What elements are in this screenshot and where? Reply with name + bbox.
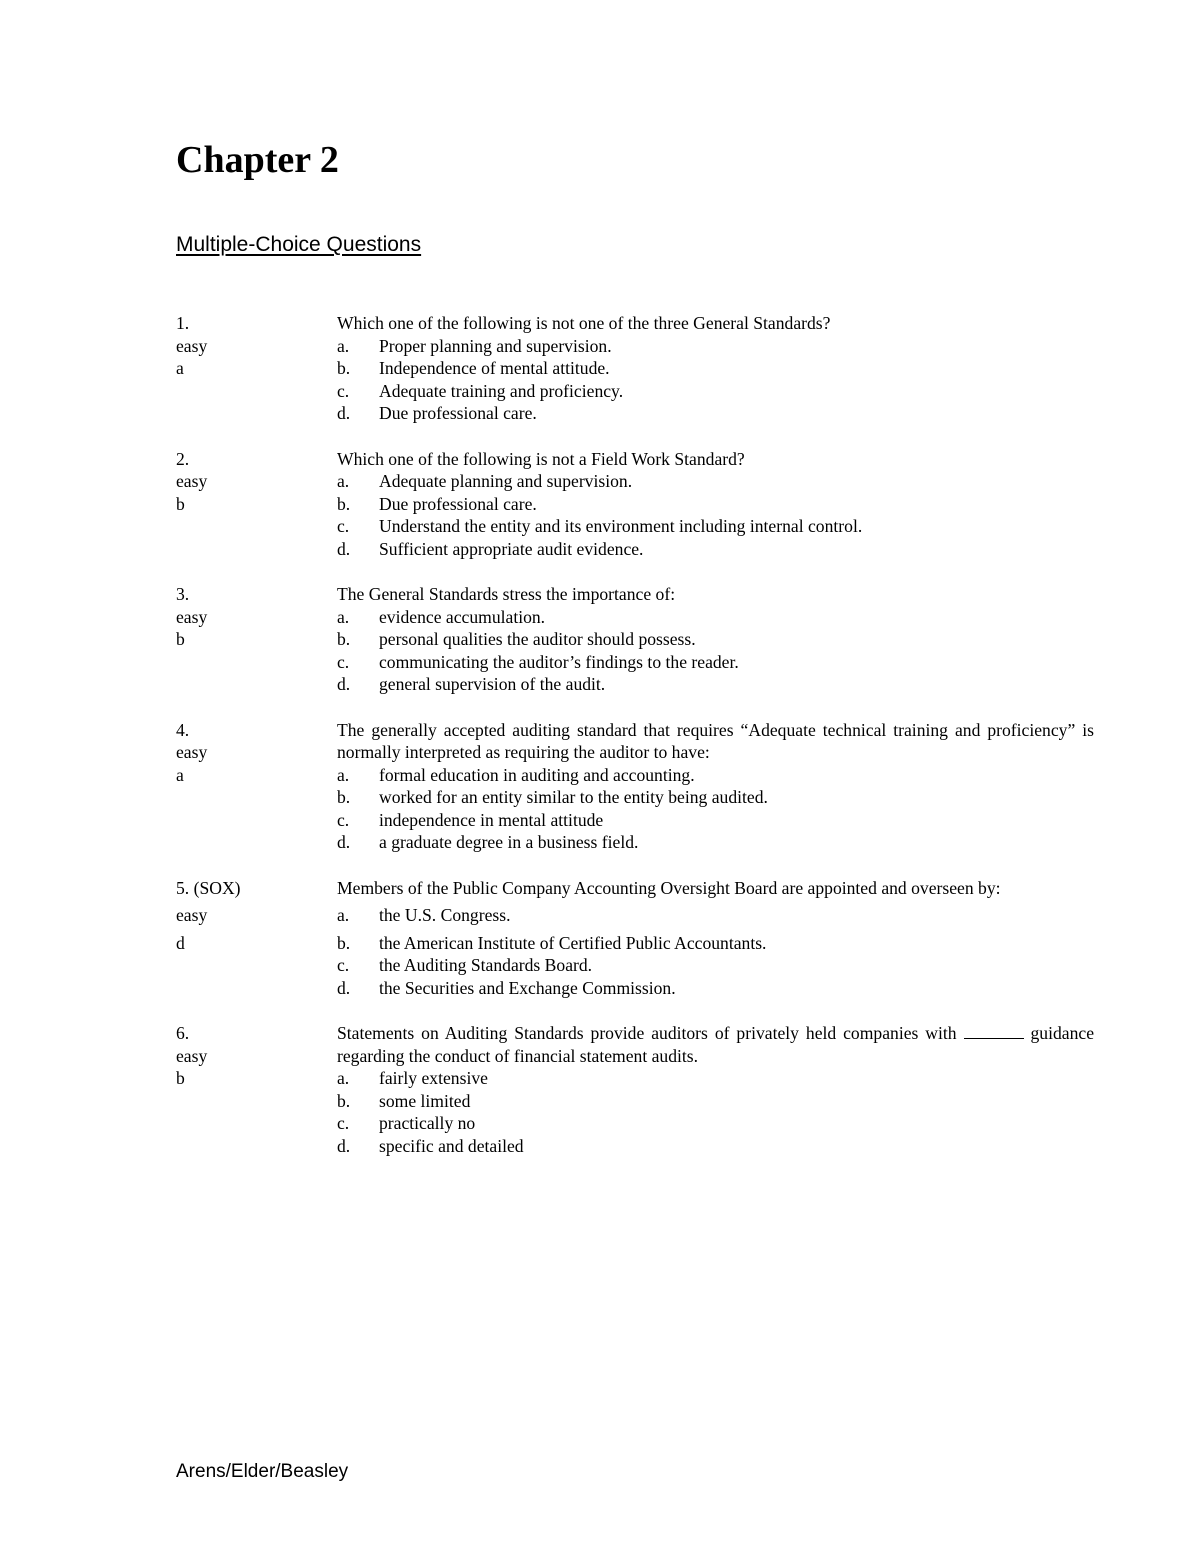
choice-text: Adequate training and proficiency. <box>379 380 624 401</box>
choice-letter: b. <box>337 629 351 649</box>
question-1 <box>176 312 1094 425</box>
question-difficulty: easy <box>176 606 208 627</box>
choice-text: Proper planning and supervision. <box>379 335 612 356</box>
choice-c <box>337 809 1094 832</box>
choice-letter: b. <box>337 932 351 953</box>
choice-letter: b. <box>337 358 351 378</box>
choice-text: worked for an entity similar to the entity being audited. <box>379 787 768 807</box>
question-meta <box>176 1022 326 1090</box>
question-stem: Which one of the following is not one of the three General Standards? <box>337 313 831 333</box>
question-meta <box>176 583 326 651</box>
question-stem <box>337 1022 1094 1067</box>
question-answer: b <box>176 1068 185 1088</box>
question-6 <box>176 1022 1094 1157</box>
choice-text: Independence of mental attitude. <box>379 358 610 378</box>
choice-letter: b. <box>337 493 351 514</box>
question-number: 5. (SOX) <box>176 877 241 898</box>
question-stem: Which one of the following is not a Field Work Standard? <box>337 448 745 469</box>
choice-letter: a. <box>337 606 350 627</box>
choice-letter: b. <box>337 1090 351 1111</box>
choice-text: Understand the entity and its environment including internal control. <box>379 516 863 536</box>
choice-text: some limited <box>379 1090 471 1111</box>
question-number: 2. <box>176 448 190 469</box>
stem-after-blank: guidance regarding the conduct of financial statement audits. <box>337 1023 1095 1066</box>
question-difficulty: easy <box>176 471 208 491</box>
question-stem: The General Standards stress the importance of: <box>337 584 676 604</box>
stem-before-blank: Statements on Auditing Standards provide auditors of privately held companies with <box>337 1023 957 1043</box>
question-list <box>176 312 1094 1180</box>
choice-c <box>337 380 1094 403</box>
question-difficulty: easy <box>176 905 208 925</box>
choice-text: the Securities and Exchange Commission. <box>379 977 676 998</box>
choice-d <box>337 402 1094 425</box>
choice-letter: c. <box>337 955 350 975</box>
question-2 <box>176 448 1094 561</box>
choice-text: specific and detailed <box>379 1135 524 1156</box>
choice-text: Due professional care. <box>379 493 537 514</box>
choice-letter: a. <box>337 335 350 356</box>
choice-text: formal education in auditing and accounting. <box>379 764 695 785</box>
choice-b <box>337 628 1094 651</box>
choice-a <box>337 606 1094 629</box>
choice-d <box>337 831 1094 854</box>
choice-text: the Auditing Standards Board. <box>379 955 593 975</box>
question-4 <box>176 719 1094 854</box>
choice-letter: a. <box>337 764 350 785</box>
choice-b <box>337 493 1094 516</box>
choice-text: practically no <box>379 1113 476 1133</box>
question-5 <box>176 877 1094 1000</box>
choice-text: evidence accumulation. <box>379 606 546 627</box>
choice-b <box>337 786 1094 809</box>
question-answer: a <box>176 358 184 378</box>
choice-b <box>337 932 1094 955</box>
choice-letter: c. <box>337 1113 350 1133</box>
choice-letter: d. <box>337 1135 351 1156</box>
choice-d <box>337 673 1094 696</box>
question-answer: a <box>176 764 184 785</box>
choice-letter: c. <box>337 809 350 830</box>
question-number: 6. <box>176 1023 190 1043</box>
question-answer: b <box>176 493 185 514</box>
choice-text: Sufficient appropriate audit evidence. <box>379 538 644 559</box>
answer-blank <box>964 1024 1024 1039</box>
choice-b <box>337 1090 1094 1113</box>
question-difficulty: easy <box>176 742 208 762</box>
choice-a <box>337 470 1094 493</box>
question-meta <box>176 448 326 516</box>
choice-a <box>337 904 1094 927</box>
choice-letter: d. <box>337 832 351 852</box>
question-difficulty: easy <box>176 1045 208 1066</box>
question-answer: d <box>176 932 185 953</box>
choice-text: Adequate planning and supervision. <box>379 471 633 491</box>
choice-letter: d. <box>337 403 351 423</box>
question-meta <box>176 719 326 787</box>
question-3 <box>176 583 1094 696</box>
choice-letter: d. <box>337 977 351 998</box>
choice-text: independence in mental attitude <box>379 809 604 830</box>
question-difficulty: easy <box>176 335 208 356</box>
section-heading: Multiple-Choice Questions <box>176 233 422 256</box>
page-title: Chapter 2 <box>176 139 339 181</box>
choice-d <box>337 977 1094 1000</box>
choice-text: the American Institute of Certified Public Accountants. <box>379 932 767 953</box>
choice-c <box>337 954 1094 977</box>
question-number: 1. <box>176 313 190 333</box>
choice-letter: c. <box>337 380 350 401</box>
choice-a <box>337 335 1094 358</box>
choice-letter: a. <box>337 905 350 925</box>
choice-letter: b. <box>337 787 351 807</box>
question-meta <box>176 312 326 380</box>
choice-letter: c. <box>337 651 350 672</box>
question-stem: Members of the Public Company Accounting Oversight Board are appointed and overseen by: <box>337 877 1001 898</box>
choice-text: general supervision of the audit. <box>379 674 606 694</box>
question-stem: The generally accepted auditing standard that requires “Adequate technical training and proficiency” is normally interpreted as requiring the auditor to have: <box>337 719 1094 762</box>
choice-a <box>337 1067 1094 1090</box>
choice-b <box>337 357 1094 380</box>
choice-c <box>337 515 1094 538</box>
choice-d <box>337 1135 1094 1158</box>
choice-text: communicating the auditor’s findings to the reader. <box>379 651 739 672</box>
choice-text: the U.S. Congress. <box>379 905 511 925</box>
choice-letter: d. <box>337 674 351 694</box>
question-number: 3. <box>176 584 190 604</box>
question-number: 4. <box>176 719 190 740</box>
choice-letter: d. <box>337 538 351 559</box>
choice-letter: a. <box>337 471 350 491</box>
choice-letter: a. <box>337 1068 350 1088</box>
question-answer: b <box>176 629 185 649</box>
choice-text: personal qualities the auditor should possess. <box>379 629 696 649</box>
choice-d <box>337 538 1094 561</box>
choice-c <box>337 1112 1094 1135</box>
choice-text: Due professional care. <box>379 403 537 423</box>
choice-c <box>337 651 1094 674</box>
choice-letter: c. <box>337 516 350 536</box>
question-meta <box>176 877 326 955</box>
page-footer: Arens/Elder/Beasley <box>176 1461 349 1482</box>
choice-text: a graduate degree in a business field. <box>379 832 639 852</box>
choice-text: fairly extensive <box>379 1068 488 1088</box>
choice-a <box>337 764 1094 787</box>
